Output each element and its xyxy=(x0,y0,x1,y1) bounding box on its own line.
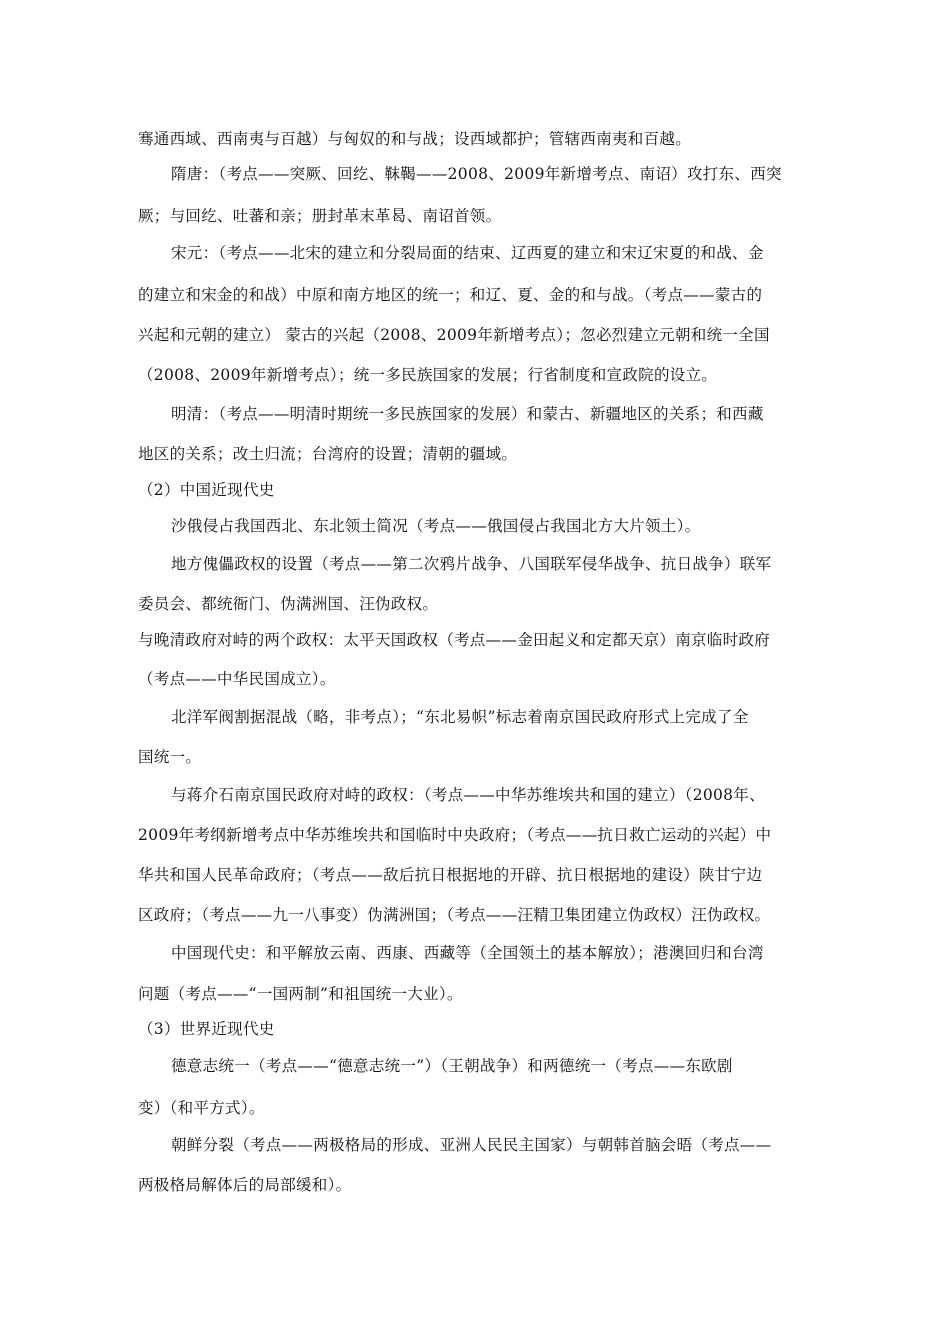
text-line: 区政府；（考点——九一八事变）伪满洲国；（考点——汪精卫集团建立伪政权）汪伪政权。 xyxy=(138,906,771,924)
text-line: 国统一。 xyxy=(138,748,202,766)
paragraph-tsarist-russia: 沙俄侵占我国西北、东北领土简况（考点——俄国侵占我国北方大片领土）。 xyxy=(171,517,701,535)
paragraph-beiyang: 北洋军阀割据混战（略，非考点）；“东北易帜”标志着南京国民政府形式上完成了全 xyxy=(171,708,749,726)
paragraph-contemporary-china: 中国现代史：和平解放云南、西康、西藏等（全国领土的基本解放）；港澳回归和台湾 xyxy=(171,944,764,962)
text-line: 委员会、都统衙门、伪满洲国、汪伪政权。 xyxy=(138,595,439,613)
paragraph-song-yuan: 宋元：（考点——北宋的建立和分裂局面的结束、辽西夏的建立和宋辽宋夏的和战、金 xyxy=(171,244,764,262)
text-line: 厥；与回纥、吐蕃和亲；册封革末革曷、南诏首领。 xyxy=(138,207,502,225)
text-line: 的建立和宋金的和战）中原和南方地区的统一；和辽、夏、金的和与战。（考点——蒙古的 xyxy=(138,286,763,304)
paragraph-nanjing-government: 与蒋介石南京国民政府对峙的政权：（考点——中华苏维埃共和国的建立）（2008年、 xyxy=(171,786,765,804)
text-line: 骞通西域、西南夷与百越）与匈奴的和与战；设西域都护；管辖西南夷和百越。 xyxy=(138,130,692,148)
paragraph-sui-tang: 隋唐：（考点——突厥、回纥、靺鞨——2008、2009年新增考点、南诏）攻打东、西突 xyxy=(171,165,782,183)
paragraph-korea: 朝鲜分裂（考点——两极格局的形成、亚洲人民民主国家）与朝韩首脑会晤（考点—— xyxy=(171,1136,772,1154)
text-line: 华共和国人民革命政府；（考点——敌后抗日根据地的开辟、抗日根据地的建设）陕甘宁边 xyxy=(138,866,763,884)
text-line: 问题（考点——“一国两制”和祖国统一大业）。 xyxy=(138,985,463,1003)
paragraph-ming-qing: 明清：（考点——明清时期统一多民族国家的发展）和蒙古、新疆地区的关系；和西藏 xyxy=(171,405,764,423)
section-heading-world-history: （3）世界近现代史 xyxy=(138,1020,275,1038)
text-line: （考点——中华民国成立）。 xyxy=(138,670,336,688)
text-line: 2009年考纲新增考点中华苏维埃共和国临时中央政府；（考点——抗日救亡运动的兴起）中 xyxy=(138,826,772,844)
text-line: 两极格局解体后的局部缓和）。 xyxy=(138,1176,352,1194)
paragraph-german-unification: 德意志统一（考点——“德意志统一”）（王朝战争）和两德统一（考点——东欧剧 xyxy=(171,1057,733,1075)
text-line: 地区的关系；改土归流；台湾府的设置；清朝的疆域。 xyxy=(138,445,518,463)
paragraph-puppet-regimes: 地方傀儡政权的设置（考点——第二次鸦片战争、八国联军侵华战争、抗日战争）联军 xyxy=(171,555,772,573)
text-line: 变）（和平方式）。 xyxy=(138,1099,265,1117)
section-heading-modern-china: （2）中国近现代史 xyxy=(138,481,275,499)
text-line: （2008、2009年新增考点）；统一多民族国家的发展；行省制度和宣政院的设立。 xyxy=(138,366,718,384)
text-line: 兴起和元朝的建立） 蒙古的兴起（2008、2009年新增考点）；忽必烈建立元朝和统一全国 xyxy=(138,326,770,344)
paragraph-late-qing: 与晚清政府对峙的两个政权：太平天国政权（考点——金田起义和定都天京）南京临时政府 xyxy=(138,631,771,649)
